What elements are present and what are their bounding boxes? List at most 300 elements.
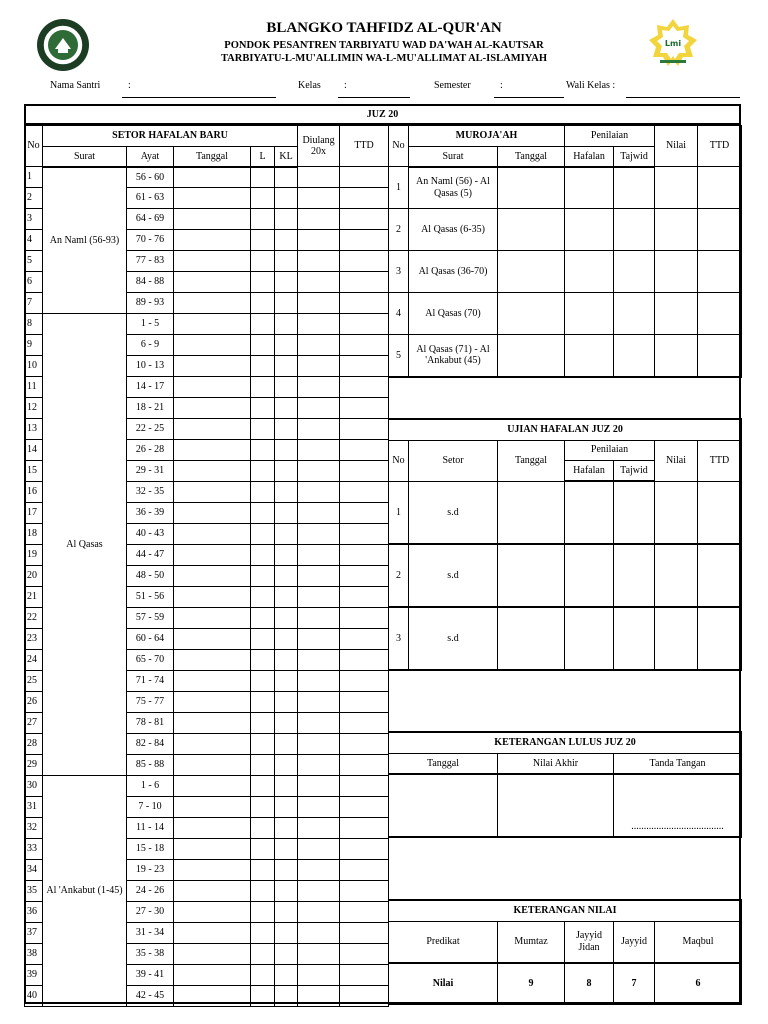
murojaah-row-tajwid-cell[interactable] xyxy=(614,251,655,293)
setor-row-diulang-cell[interactable] xyxy=(298,755,340,776)
setor-row-tanggal-cell[interactable] xyxy=(174,524,251,545)
ujian-col-penilaian: Penilaian xyxy=(565,440,655,460)
setor-row-ttd-cell[interactable] xyxy=(340,587,389,608)
ujian-row-setor[interactable]: s.d xyxy=(409,544,498,607)
ujian-row-ttd-cell[interactable] xyxy=(698,481,742,544)
setor-row-l-cell[interactable] xyxy=(251,755,275,776)
setor-row-kl-cell[interactable] xyxy=(275,629,298,650)
setor-row-kl-cell[interactable] xyxy=(275,839,298,860)
setor-row-ayat: 7 - 10 xyxy=(127,797,174,818)
setor-row-l-cell[interactable] xyxy=(251,398,275,419)
setor-row-l-cell[interactable] xyxy=(251,251,275,272)
setor-row-tanggal-cell[interactable] xyxy=(174,335,251,356)
setor-row-tanggal-cell[interactable] xyxy=(174,440,251,461)
setor-row-kl-cell[interactable] xyxy=(275,335,298,356)
setor-row-kl-cell[interactable] xyxy=(275,818,298,839)
setor-row-kl-cell[interactable] xyxy=(275,587,298,608)
setor-row-tanggal-cell[interactable] xyxy=(174,965,251,986)
setor-row-diulang-cell[interactable] xyxy=(298,251,340,272)
murojaah-row-nilai-cell[interactable] xyxy=(655,251,698,293)
ujian-row-tajwid-cell[interactable] xyxy=(614,481,655,544)
setor-row-ttd-cell[interactable] xyxy=(340,608,389,629)
setor-row-ttd-cell[interactable] xyxy=(340,944,389,965)
setor-row-ttd-cell[interactable] xyxy=(340,188,389,209)
setor-row-l-cell[interactable] xyxy=(251,482,275,503)
murojaah-row-tajwid-cell[interactable] xyxy=(614,293,655,335)
setor-row-l-cell[interactable] xyxy=(251,209,275,230)
setor-row-tanggal-cell[interactable] xyxy=(174,902,251,923)
setor-row-ttd-cell[interactable] xyxy=(340,461,389,482)
setor-row-ttd-cell[interactable] xyxy=(340,776,389,797)
setor-row-kl-cell[interactable] xyxy=(275,398,298,419)
setor-row-kl-cell[interactable] xyxy=(275,923,298,944)
setor-row-tanggal-cell[interactable] xyxy=(174,608,251,629)
setor-row-diulang-cell[interactable] xyxy=(298,167,340,188)
setor-row-l-cell[interactable] xyxy=(251,440,275,461)
setor-row-diulang-cell[interactable] xyxy=(298,482,340,503)
setor-row-tanggal-cell[interactable] xyxy=(174,839,251,860)
setor-row-tanggal-cell[interactable] xyxy=(174,860,251,881)
setor-row-diulang-cell[interactable] xyxy=(298,272,340,293)
setor-row-ttd-cell[interactable] xyxy=(340,650,389,671)
setor-row-diulang-cell[interactable] xyxy=(298,944,340,965)
setor-row-kl-cell[interactable] xyxy=(275,377,298,398)
murojaah-row-ttd-cell[interactable] xyxy=(698,293,742,335)
setor-row-tanggal-cell[interactable] xyxy=(174,671,251,692)
setor-row-l-cell[interactable] xyxy=(251,860,275,881)
setor-row-tanggal-cell[interactable] xyxy=(174,587,251,608)
setor-row-kl-cell[interactable] xyxy=(275,566,298,587)
setor-row-kl-cell[interactable] xyxy=(275,692,298,713)
setor-row-diulang-cell[interactable] xyxy=(298,398,340,419)
ujian-row-ttd-cell[interactable] xyxy=(698,607,742,670)
setor-row-ayat: 84 - 88 xyxy=(127,272,174,293)
setor-row-ttd-cell[interactable] xyxy=(340,692,389,713)
nama-santri-field[interactable] xyxy=(122,97,276,98)
setor-row-ayat: 24 - 26 xyxy=(127,881,174,902)
setor-row-diulang-cell[interactable] xyxy=(298,608,340,629)
setor-row-tanggal-cell[interactable] xyxy=(174,188,251,209)
setor-row-kl-cell[interactable] xyxy=(275,167,298,188)
setor-row-diulang-cell[interactable] xyxy=(298,713,340,734)
setor-row-l-cell[interactable] xyxy=(251,671,275,692)
setor-row-no: 24 xyxy=(25,650,43,671)
setor-row-kl-cell[interactable] xyxy=(275,944,298,965)
setor-row-ttd-cell[interactable] xyxy=(340,755,389,776)
setor-row-diulang-cell[interactable] xyxy=(298,986,340,1007)
setor-row-ttd-cell[interactable] xyxy=(340,986,389,1007)
setor-row-tanggal-cell[interactable] xyxy=(174,692,251,713)
setor-row-l-cell[interactable] xyxy=(251,818,275,839)
setor-row-ayat: 85 - 88 xyxy=(127,755,174,776)
setor-row-tanggal-cell[interactable] xyxy=(174,818,251,839)
murojaah-col-ttd: TTD xyxy=(698,126,742,167)
murojaah-row-hafalan-cell[interactable] xyxy=(565,209,614,251)
murojaah-row-tanggal-cell[interactable] xyxy=(498,167,565,209)
setor-row-diulang-cell[interactable] xyxy=(298,734,340,755)
setor-row-l-cell[interactable] xyxy=(251,923,275,944)
setor-row-diulang-cell[interactable] xyxy=(298,671,340,692)
ujian-row-setor[interactable]: s.d xyxy=(409,481,498,544)
setor-row-diulang-cell[interactable] xyxy=(298,587,340,608)
ujian-row-hafalan-cell[interactable] xyxy=(565,481,614,544)
murojaah-row-tanggal-cell[interactable] xyxy=(498,251,565,293)
setor-row-kl-cell[interactable] xyxy=(275,356,298,377)
setor-row-tanggal-cell[interactable] xyxy=(174,230,251,251)
setor-row-tanggal-cell[interactable] xyxy=(174,461,251,482)
setor-row-diulang-cell[interactable] xyxy=(298,776,340,797)
murojaah-row-hafalan-cell[interactable] xyxy=(565,293,614,335)
setor-row-ttd-cell[interactable] xyxy=(340,713,389,734)
semester-label: Semester xyxy=(434,80,471,91)
murojaah-row-ttd-cell[interactable] xyxy=(698,335,742,377)
setor-row-l-cell[interactable] xyxy=(251,503,275,524)
setor-row-l-cell[interactable] xyxy=(251,230,275,251)
setor-row-tanggal-cell[interactable] xyxy=(174,377,251,398)
setor-row-no: 3 xyxy=(25,209,43,230)
setor-row-ayat: 57 - 59 xyxy=(127,608,174,629)
setor-row-l-cell[interactable] xyxy=(251,650,275,671)
page-subtitle-1: PONDOK PESANTREN TARBIYATU WAD DA'WAH AL-KAUTSAR xyxy=(224,40,544,51)
setor-row-ttd-cell[interactable] xyxy=(340,356,389,377)
setor-row-ttd-cell[interactable] xyxy=(340,272,389,293)
setor-row-l-cell[interactable] xyxy=(251,734,275,755)
lulus-nilai-akhir-cell[interactable] xyxy=(498,774,614,837)
murojaah-row-hafalan-cell[interactable] xyxy=(565,251,614,293)
setor-row-ttd-cell[interactable] xyxy=(340,965,389,986)
setor-row-ttd-cell[interactable] xyxy=(340,566,389,587)
ujian-row-nilai-cell[interactable] xyxy=(655,481,698,544)
setor-row-kl-cell[interactable] xyxy=(275,188,298,209)
setor-row-tanggal-cell[interactable] xyxy=(174,545,251,566)
murojaah-row-tajwid-cell[interactable] xyxy=(614,335,655,377)
setor-row-diulang-cell[interactable] xyxy=(298,188,340,209)
setor-row-kl-cell[interactable] xyxy=(275,965,298,986)
setor-row-ttd-cell[interactable] xyxy=(340,482,389,503)
setor-row-ayat: 70 - 76 xyxy=(127,230,174,251)
setor-row-l-cell[interactable] xyxy=(251,797,275,818)
setor-row-diulang-cell[interactable] xyxy=(298,419,340,440)
ujian-col-nilai: Nilai xyxy=(655,440,698,481)
setor-row-no: 5 xyxy=(25,251,43,272)
setor-row-tanggal-cell[interactable] xyxy=(174,398,251,419)
ujian-title: UJIAN HAFALAN JUZ 20 xyxy=(389,419,742,440)
setor-row-l-cell[interactable] xyxy=(251,881,275,902)
setor-row-no: 23 xyxy=(25,629,43,650)
ujian-row xyxy=(389,481,742,544)
juz-title: JUZ 20 xyxy=(25,105,740,124)
setor-row-kl-cell[interactable] xyxy=(275,482,298,503)
setor-row-tanggal-cell[interactable] xyxy=(174,734,251,755)
setor-row-kl-cell[interactable] xyxy=(275,671,298,692)
setor-row-ttd-cell[interactable] xyxy=(340,923,389,944)
setor-row-tanggal-cell[interactable] xyxy=(174,209,251,230)
setor-row-l-cell[interactable] xyxy=(251,377,275,398)
murojaah-row-hafalan-cell[interactable] xyxy=(565,335,614,377)
setor-row-l-cell[interactable] xyxy=(251,461,275,482)
murojaah-row-no: 3 xyxy=(389,251,409,293)
setor-row-l-cell[interactable] xyxy=(251,524,275,545)
setor-row-ttd-cell[interactable] xyxy=(340,671,389,692)
setor-row-l-cell[interactable] xyxy=(251,293,275,314)
setor-row-diulang-cell[interactable] xyxy=(298,230,340,251)
setor-row-diulang-cell[interactable] xyxy=(298,524,340,545)
setor-row-ttd-cell[interactable] xyxy=(340,293,389,314)
setor-row-tanggal-cell[interactable] xyxy=(174,419,251,440)
setor-row-tanggal-cell[interactable] xyxy=(174,503,251,524)
setor-row-kl-cell[interactable] xyxy=(275,734,298,755)
setor-row-no: 33 xyxy=(25,839,43,860)
murojaah-row-nilai-cell[interactable] xyxy=(655,209,698,251)
setor-row-diulang-cell[interactable] xyxy=(298,314,340,335)
murojaah-row-ttd-cell[interactable] xyxy=(698,251,742,293)
setor-row-l-cell[interactable] xyxy=(251,629,275,650)
setor-row-ayat: 65 - 70 xyxy=(127,650,174,671)
lulus-tanggal-cell[interactable] xyxy=(389,774,498,837)
ujian-row-hafalan-cell[interactable] xyxy=(565,544,614,607)
ujian-row xyxy=(389,607,742,670)
setor-row-l-cell[interactable] xyxy=(251,566,275,587)
setor-row-ttd-cell[interactable] xyxy=(340,818,389,839)
setor-row-tanggal-cell[interactable] xyxy=(174,629,251,650)
setor-row-no: 32 xyxy=(25,818,43,839)
setor-row-kl-cell[interactable] xyxy=(275,776,298,797)
setor-row-l-cell[interactable] xyxy=(251,545,275,566)
setor-row-ttd-cell[interactable] xyxy=(340,398,389,419)
setor-row-diulang-cell[interactable] xyxy=(298,629,340,650)
setor-row-kl-cell[interactable] xyxy=(275,419,298,440)
setor-row-ttd-cell[interactable] xyxy=(340,860,389,881)
setor-row-tanggal-cell[interactable] xyxy=(174,797,251,818)
kelas-field[interactable] xyxy=(338,97,410,98)
setor-row-kl-cell[interactable] xyxy=(275,755,298,776)
setor-title: SETOR HAFALAN BARU xyxy=(43,126,298,147)
semester-colon: : xyxy=(500,80,503,91)
setor-row-diulang-cell[interactable] xyxy=(298,839,340,860)
setor-row-l-cell[interactable] xyxy=(251,587,275,608)
setor-row-diulang-cell[interactable] xyxy=(298,797,340,818)
setor-row-diulang-cell[interactable] xyxy=(298,692,340,713)
setor-row-diulang-cell[interactable] xyxy=(298,335,340,356)
setor-row-l-cell[interactable] xyxy=(251,944,275,965)
setor-row-no: 21 xyxy=(25,587,43,608)
setor-row-l-cell[interactable] xyxy=(251,965,275,986)
setor-row-tanggal-cell[interactable] xyxy=(174,881,251,902)
setor-row-ttd-cell[interactable] xyxy=(340,839,389,860)
setor-row-l-cell[interactable] xyxy=(251,986,275,1007)
setor-row-no: 15 xyxy=(25,461,43,482)
setor-row-l-cell[interactable] xyxy=(251,419,275,440)
setor-row-l-cell[interactable] xyxy=(251,356,275,377)
setor-row-diulang-cell[interactable] xyxy=(298,566,340,587)
murojaah-row-hafalan-cell[interactable] xyxy=(565,167,614,209)
setor-row-tanggal-cell[interactable] xyxy=(174,713,251,734)
setor-row-diulang-cell[interactable] xyxy=(298,440,340,461)
setor-row-diulang-cell[interactable] xyxy=(298,818,340,839)
setor-row-kl-cell[interactable] xyxy=(275,860,298,881)
setor-row-ttd-cell[interactable] xyxy=(340,797,389,818)
ujian-row-nilai-cell[interactable] xyxy=(655,544,698,607)
setor-row-l-cell[interactable] xyxy=(251,335,275,356)
wali-kelas-field[interactable] xyxy=(626,97,740,98)
setor-row-ttd-cell[interactable] xyxy=(340,881,389,902)
setor-row-l-cell[interactable] xyxy=(251,272,275,293)
setor-row-tanggal-cell[interactable] xyxy=(174,167,251,188)
setor-row-kl-cell[interactable] xyxy=(275,272,298,293)
setor-row-no: 29 xyxy=(25,755,43,776)
murojaah-row-nilai-cell[interactable] xyxy=(655,293,698,335)
setor-row-ttd-cell[interactable] xyxy=(340,251,389,272)
setor-row xyxy=(25,776,389,797)
setor-row-diulang-cell[interactable] xyxy=(298,650,340,671)
setor-row-ttd-cell[interactable] xyxy=(340,734,389,755)
setor-row-kl-cell[interactable] xyxy=(275,986,298,1007)
setor-row-diulang-cell[interactable] xyxy=(298,293,340,314)
setor-row-ttd-cell[interactable] xyxy=(340,230,389,251)
murojaah-col-hafalan: Hafalan xyxy=(565,147,614,167)
setor-row-ayat: 10 - 13 xyxy=(127,356,174,377)
setor-row-ayat: 11 - 14 xyxy=(127,818,174,839)
ujian-row-setor[interactable]: s.d xyxy=(409,607,498,670)
murojaah-row-ttd-cell[interactable] xyxy=(698,167,742,209)
setor-row-diulang-cell[interactable] xyxy=(298,965,340,986)
ujian-col-tajwid: Tajwid xyxy=(614,460,655,481)
setor-row-ayat: 14 - 17 xyxy=(127,377,174,398)
setor-row-l-cell[interactable] xyxy=(251,713,275,734)
setor-row-diulang-cell[interactable] xyxy=(298,377,340,398)
setor-row-tanggal-cell[interactable] xyxy=(174,272,251,293)
setor-row-kl-cell[interactable] xyxy=(275,545,298,566)
murojaah-row-tanggal-cell[interactable] xyxy=(498,293,565,335)
setor-row-kl-cell[interactable] xyxy=(275,230,298,251)
nilai-jayyid-jidan: 8 xyxy=(565,963,614,1004)
murojaah-row-tajwid-cell[interactable] xyxy=(614,209,655,251)
setor-row-kl-cell[interactable] xyxy=(275,524,298,545)
murojaah-row-tanggal-cell[interactable] xyxy=(498,335,565,377)
setor-row-diulang-cell[interactable] xyxy=(298,545,340,566)
setor-row-diulang-cell[interactable] xyxy=(298,461,340,482)
setor-row-l-cell[interactable] xyxy=(251,188,275,209)
setor-row-ttd-cell[interactable] xyxy=(340,440,389,461)
ujian-row-tanggal-cell[interactable] xyxy=(498,607,565,670)
setor-row-tanggal-cell[interactable] xyxy=(174,986,251,1007)
murojaah-col-tajwid: Tajwid xyxy=(614,147,655,167)
setor-row-tanggal-cell[interactable] xyxy=(174,776,251,797)
setor-row-l-cell[interactable] xyxy=(251,608,275,629)
setor-row-ttd-cell[interactable] xyxy=(340,335,389,356)
setor-row-tanggal-cell[interactable] xyxy=(174,293,251,314)
setor-row-tanggal-cell[interactable] xyxy=(174,923,251,944)
setor-row-ttd-cell[interactable] xyxy=(340,419,389,440)
setor-row-ttd-cell[interactable] xyxy=(340,209,389,230)
setor-row-kl-cell[interactable] xyxy=(275,902,298,923)
setor-row-ayat: 51 - 56 xyxy=(127,587,174,608)
ujian-row-nilai-cell[interactable] xyxy=(655,607,698,670)
setor-row-kl-cell[interactable] xyxy=(275,209,298,230)
ujian-row-tanggal-cell[interactable] xyxy=(498,481,565,544)
lulus-tanda-tangan-cell[interactable] xyxy=(614,774,742,837)
setor-row-l-cell[interactable] xyxy=(251,314,275,335)
setor-row-l-cell[interactable] xyxy=(251,167,275,188)
setor-row-tanggal-cell[interactable] xyxy=(174,356,251,377)
setor-row-diulang-cell[interactable] xyxy=(298,503,340,524)
setor-row-ttd-cell[interactable] xyxy=(340,167,389,188)
ujian-col-no: No xyxy=(389,440,409,481)
setor-row-kl-cell[interactable] xyxy=(275,314,298,335)
setor-row-kl-cell[interactable] xyxy=(275,503,298,524)
ujian-row-hafalan-cell[interactable] xyxy=(565,607,614,670)
predikat-jayyid: Jayyid xyxy=(614,921,655,963)
setor-row-tanggal-cell[interactable] xyxy=(174,482,251,503)
setor-row-no: 1 xyxy=(25,167,43,188)
setor-row-no: 6 xyxy=(25,272,43,293)
setor-row-kl-cell[interactable] xyxy=(275,797,298,818)
murojaah-row-nilai-cell[interactable] xyxy=(655,335,698,377)
setor-row-l-cell[interactable] xyxy=(251,776,275,797)
setor-row-diulang-cell[interactable] xyxy=(298,209,340,230)
setor-row-l-cell[interactable] xyxy=(251,902,275,923)
setor-row-ttd-cell[interactable] xyxy=(340,545,389,566)
setor-row-diulang-cell[interactable] xyxy=(298,860,340,881)
setor-row-diulang-cell[interactable] xyxy=(298,356,340,377)
setor-row-ayat: 35 - 38 xyxy=(127,944,174,965)
setor-row-tanggal-cell[interactable] xyxy=(174,755,251,776)
ujian-row-tajwid-cell[interactable] xyxy=(614,607,655,670)
setor-row-no: 8 xyxy=(25,314,43,335)
setor-row-tanggal-cell[interactable] xyxy=(174,251,251,272)
setor-row-kl-cell[interactable] xyxy=(275,881,298,902)
setor-row-tanggal-cell[interactable] xyxy=(174,650,251,671)
setor-row-ttd-cell[interactable] xyxy=(340,314,389,335)
setor-row-ayat: 77 - 83 xyxy=(127,251,174,272)
murojaah-col-no: No xyxy=(389,126,409,167)
setor-row-kl-cell[interactable] xyxy=(275,251,298,272)
predikat-jayyid-jidan: Jayyid Jidan xyxy=(565,921,614,963)
setor-row-ttd-cell[interactable] xyxy=(340,524,389,545)
setor-row-kl-cell[interactable] xyxy=(275,440,298,461)
setor-row-ttd-cell[interactable] xyxy=(340,902,389,923)
setor-row-kl-cell[interactable] xyxy=(275,608,298,629)
setor-row-kl-cell[interactable] xyxy=(275,713,298,734)
lulus-col-tanggal: Tanggal xyxy=(389,753,498,774)
setor-row-l-cell[interactable] xyxy=(251,692,275,713)
setor-row-ttd-cell[interactable] xyxy=(340,503,389,524)
setor-row-ttd-cell[interactable] xyxy=(340,377,389,398)
setor-row-l-cell[interactable] xyxy=(251,839,275,860)
setor-row-ttd-cell[interactable] xyxy=(340,629,389,650)
setor-row-kl-cell[interactable] xyxy=(275,650,298,671)
murojaah-row-tajwid-cell[interactable] xyxy=(614,167,655,209)
setor-row-diulang-cell[interactable] xyxy=(298,902,340,923)
setor-row-diulang-cell[interactable] xyxy=(298,881,340,902)
setor-row-tanggal-cell[interactable] xyxy=(174,314,251,335)
ujian-row-tajwid-cell[interactable] xyxy=(614,544,655,607)
semester-field[interactable] xyxy=(494,97,564,98)
murojaah-row-nilai-cell[interactable] xyxy=(655,167,698,209)
setor-row-diulang-cell[interactable] xyxy=(298,923,340,944)
setor-row-kl-cell[interactable] xyxy=(275,461,298,482)
setor-surah-group: Al 'Ankabut (1-45) xyxy=(43,776,127,1007)
setor-row-kl-cell[interactable] xyxy=(275,293,298,314)
murojaah-row-tanggal-cell[interactable] xyxy=(498,209,565,251)
setor-row-tanggal-cell[interactable] xyxy=(174,566,251,587)
ujian-row-ttd-cell[interactable] xyxy=(698,544,742,607)
murojaah-row-ttd-cell[interactable] xyxy=(698,209,742,251)
setor-row-tanggal-cell[interactable] xyxy=(174,944,251,965)
murojaah-row-surat: Al Qasas (71) - Al 'Ankabut (45) xyxy=(409,335,498,377)
ujian-row-tanggal-cell[interactable] xyxy=(498,544,565,607)
setor-row-ayat: 60 - 64 xyxy=(127,629,174,650)
